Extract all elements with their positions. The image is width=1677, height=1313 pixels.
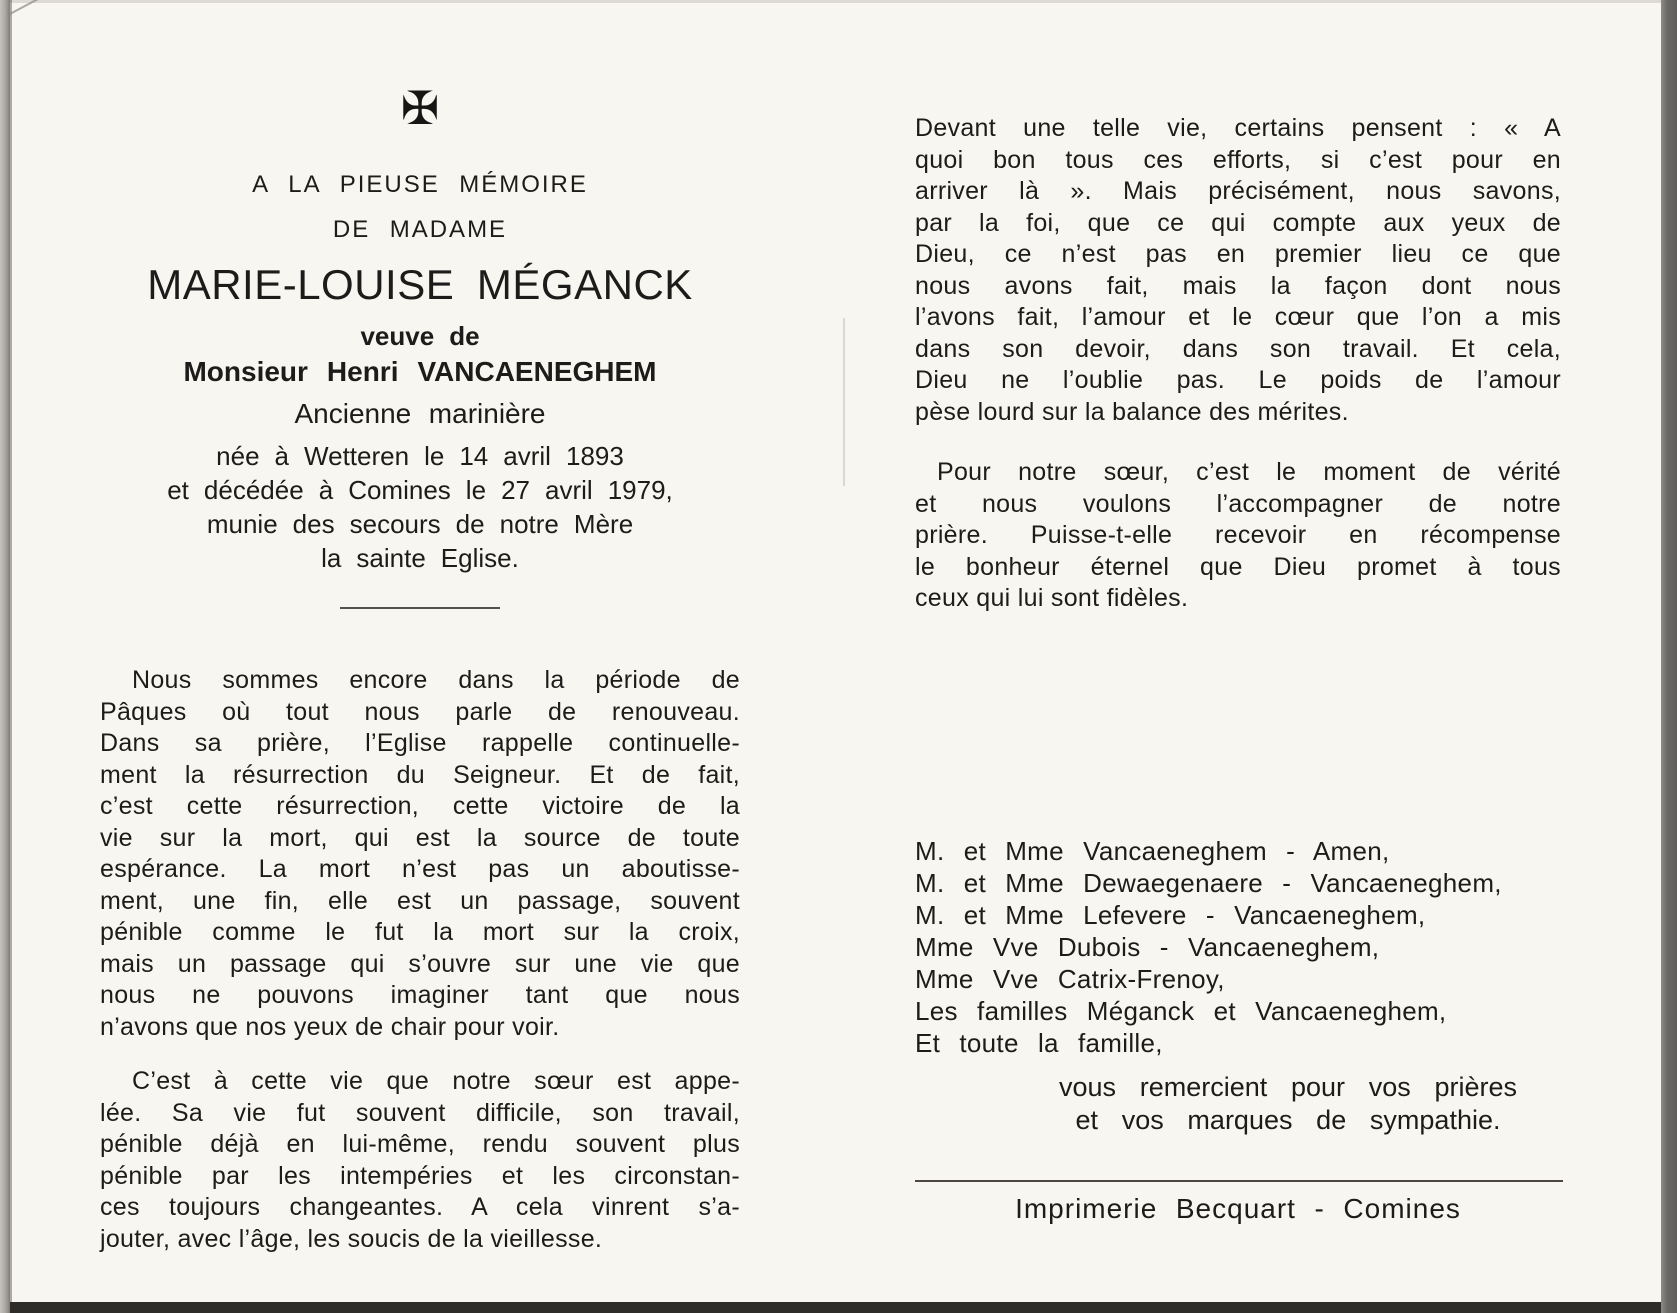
text-line: Mme Vve Catrix-Frenoy,: [915, 963, 1225, 994]
text-line: ment la résurrection du Seigneur. Et de fait,: [100, 760, 740, 789]
text-line: munie des secours de notre Mère: [206, 509, 634, 539]
text-line: nous avons fait, mais la façon dont nous: [915, 271, 1561, 300]
text-line: et vos marques de sympathie.: [1075, 1104, 1501, 1135]
right-paragraph-1: [915, 0, 1561, 428]
text-line: M. et Mme Dewaegenaere - Vancaeneghem,: [915, 867, 1502, 898]
text-line: M. et Mme Lefevere - Vancaeneghem,: [915, 899, 1426, 930]
text-line: pénible comme le fut la mort sur la croix,: [100, 918, 740, 946]
text-line: pénible déjà en lui-même, rendu souvent plus: [100, 1130, 740, 1158]
text-line: Pâques où tout nous parle de renouveau.: [100, 697, 740, 726]
text-line: jouter, avec l’âge, les soucis de la vieillesse.: [100, 1224, 603, 1253]
text-line: M. et Mme Vancaeneghem - Amen,: [915, 835, 1390, 866]
text-line: quoi bon tous ces efforts, si c’est pour en: [915, 145, 1561, 174]
memorial-line-1: A LA PIEUSE MÉMOIRE: [252, 171, 588, 198]
text-line: Pour notre sœur, c’est le moment de vérité: [937, 458, 1561, 486]
text-line: née à Wetteren le 14 avril 1893: [216, 441, 624, 471]
left-paragraph-2: [100, 1066, 740, 1255]
widow-label: veuve de: [360, 321, 480, 351]
text-line: Les familles Méganck et Vancaeneghem,: [915, 995, 1447, 1026]
text-line: le bonheur éternel que Dieu promet à tous: [915, 552, 1561, 581]
scan-edge-left: [0, 0, 10, 1313]
right-page: [915, 0, 1561, 1227]
text-line: Nous sommes encore dans la période de: [132, 666, 740, 694]
text-line: Devant une telle vie, certains pensent : « A: [915, 114, 1561, 142]
husband-name: Monsieur Henri VANCAENEGHEM: [183, 356, 657, 387]
text-line: dans son devoir, dans son travail. Et cela,: [915, 334, 1561, 363]
left-paragraph-1: [100, 665, 740, 1043]
text-line: Dans sa prière, l’Eglise rappelle continuelle-: [100, 729, 740, 757]
text-line: Mme Vve Dubois - Vancaeneghem,: [915, 931, 1380, 962]
text-line: Et toute la famille,: [915, 1027, 1163, 1058]
text-line: C’est à cette vie que notre sœur est appe-: [132, 1067, 740, 1095]
text-line: pèse lourd sur la balance des mérites.: [915, 397, 1349, 426]
text-line: nous ne pouvons imaginer tant que nous: [100, 981, 740, 1009]
text-line: prière. Puisse-t-elle recevoir en récompense: [915, 521, 1561, 549]
text-line: espérance. La mort n’est pas un aboutisse-: [100, 855, 740, 883]
text-line: arriver là ». Mais précisément, nous savons,: [915, 177, 1561, 205]
thanks-block: [1015, 1071, 1561, 1137]
text-line: et décédée à Comines le 27 avril 1979,: [167, 475, 673, 505]
footer-divider: [915, 1180, 1563, 1182]
left-page: [100, 0, 740, 1255]
right-paragraph-2: [915, 457, 1561, 615]
card-left-edge-line: [10, 0, 12, 1313]
text-line: Dieu, ce n’est pas en premier lieu ce que: [915, 240, 1561, 268]
text-line: l’avons fait, l’amour et le cœur que l’on a mis: [915, 303, 1561, 331]
text-line: pénible par les intempéries et les circonstan-: [100, 1161, 740, 1190]
scan-edge-right: [1661, 0, 1677, 1313]
deceased-name: MARIE-LOUISE MÉGANCK: [147, 261, 693, 308]
memorial-line-2: DE MADAME: [332, 216, 508, 243]
text-line: par la foi, que ce qui compte aux yeux de: [915, 208, 1561, 237]
text-line: lée. Sa vie fut souvent difficile, son travail,: [100, 1098, 740, 1127]
text-line: ment, une fin, elle est un passage, souvent: [100, 886, 740, 915]
text-line: vie sur la mort, qui est la source de toute: [100, 823, 740, 852]
card-fold-crease: [843, 318, 845, 486]
occupation: Ancienne marinière: [294, 398, 546, 429]
text-line: et nous voulons l’accompagner de notre: [915, 489, 1561, 518]
text-line: c’est cette résurrection, cette victoire de la: [100, 792, 740, 820]
family-list: [915, 835, 1561, 1059]
text-line: ceux qui lui sont fidèles.: [915, 584, 1189, 612]
scan-edge-bottom: [10, 1302, 1661, 1313]
header-divider: [340, 607, 500, 609]
printer-credit: Imprimerie Becquart - Comines: [1015, 1192, 1461, 1224]
cross-icon: ✠: [400, 82, 440, 134]
text-line: ces toujours changeantes. A cela vinrent s’a-: [100, 1193, 740, 1221]
text-line: vous remercient pour vos prières: [1059, 1071, 1517, 1102]
text-line: Dieu ne l’oublie pas. Le poids de l’amour: [915, 366, 1561, 394]
birth-death-lines: [100, 439, 740, 575]
text-line: mais un passage qui s’ouvre sur une vie que: [100, 949, 740, 978]
text-line: n’avons que nos yeux de chair pour voir.: [100, 1012, 560, 1041]
text-line: la sainte Eglise.: [321, 543, 519, 573]
